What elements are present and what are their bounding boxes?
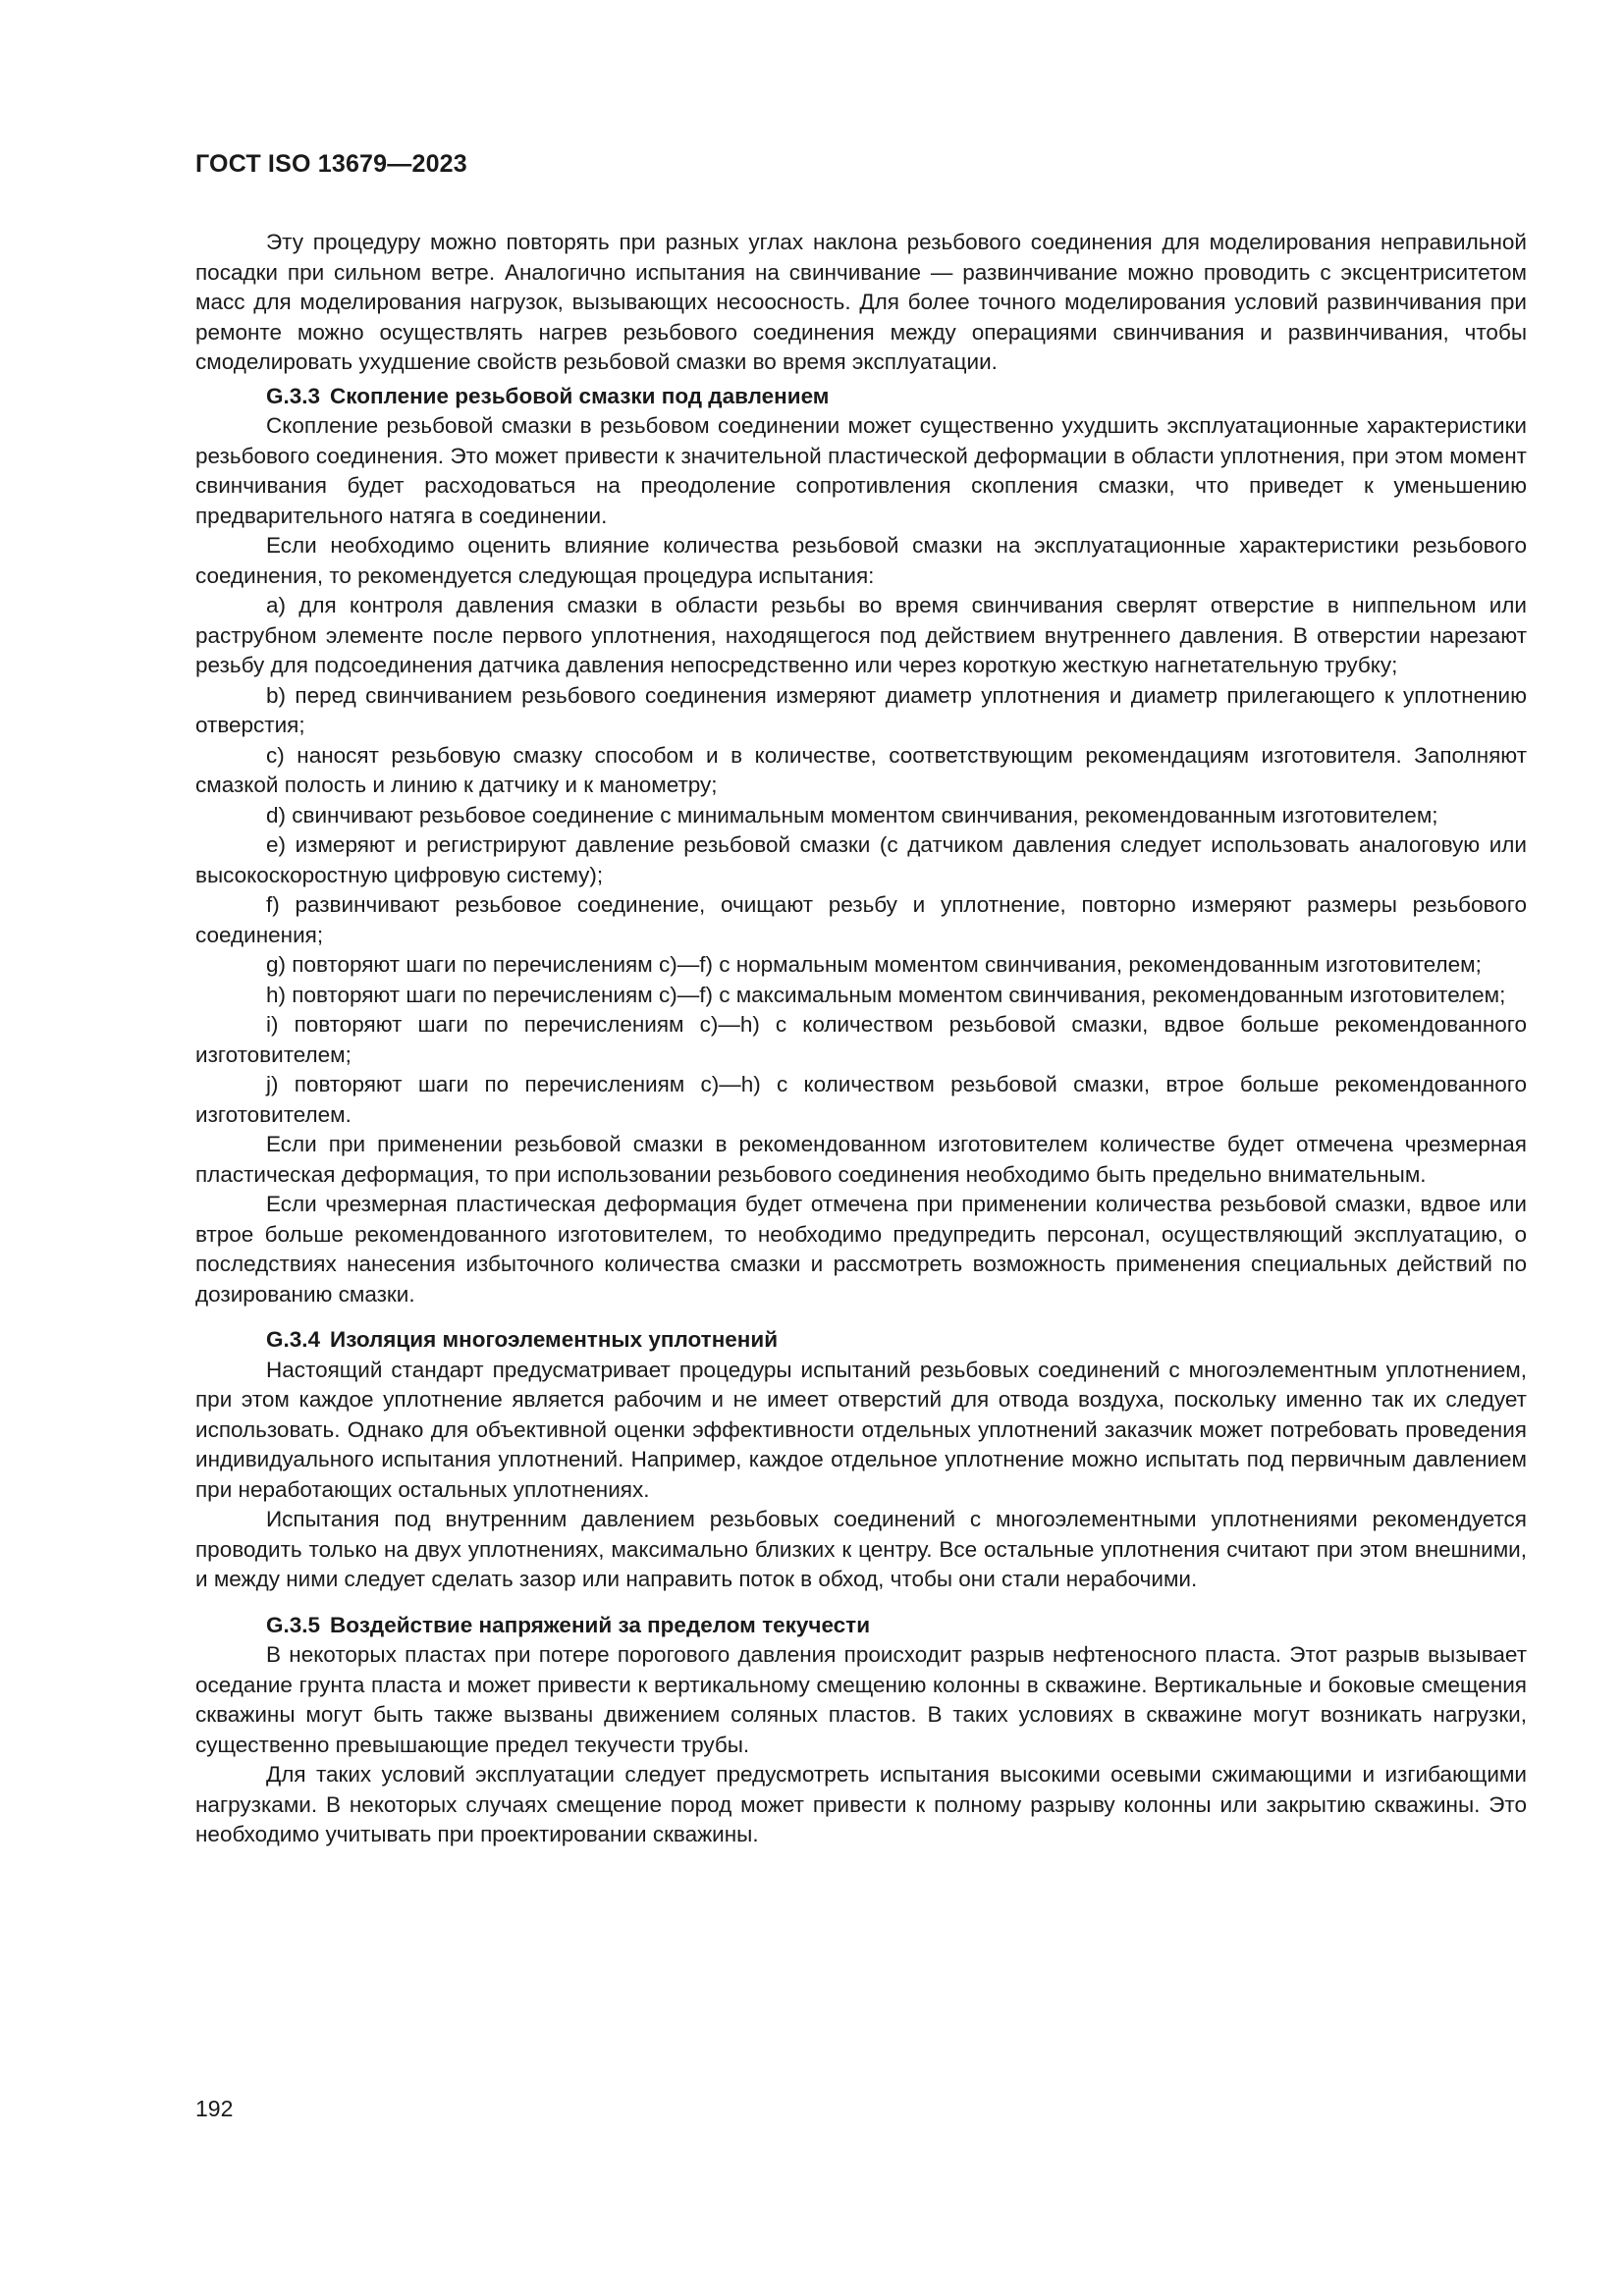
paragraph: Настоящий стандарт предусматривает процедуры испытаний резьбовых соединений с многоэлементным уплотнением, при этом каждое уплотнение является рабочим и не имеет отверстий для отвода воздуха, поскольку именно так их следует использовать. Однако для объективной оценки эффективности отдельных уплотнений заказчик может потребовать проведения индивидуального испытания уплотнений. Например, каждое отдельное уплотнение можно испытать под первичным давлением при неработающих остальных уплотнениях. — [195, 1357, 1527, 1502]
paragraph: Эту процедуру можно повторять при разных углах наклона резьбового соединения для моделирования неправильной посадки при сильном ветре. Аналогично испытания на свинчивание — развинчивание можно проводить с эксцентриситетом масс для моделирования нагрузок, вызывающих несоосность. Для более точного моделирования условий развинчивания при ремонте можно осуществлять нагрев резьбового соединения между операциями свинчивания и развинчивания, чтобы смоделировать ухудшение свойств резьбовой смазки во время эксплуатации. — [195, 230, 1527, 374]
section-title: Изоляция многоэлементных уплотнений — [330, 1327, 779, 1352]
list-item-j: j) повторяют шаги по перечислениям c)—h) с количеством резьбовой смазки, втрое больше рекомендованного изготовителем. — [195, 1072, 1527, 1127]
list-item-e: e) измеряют и регистрируют давление резьбовой смазки (с датчиком давления следует использовать аналоговую или высокоскоростную цифровую систему); — [195, 832, 1527, 887]
paragraph: Испытания под внутренним давлением резьбовых соединений с многоэлементными уплотнениями рекомендуется проводить только на двух уплотнениях, максимально близких к центру. Все остальные уплотнения считают при этом внешними, и между ними следует сделать зазор или направить поток в обход, чтобы они стали нерабочими. — [195, 1507, 1527, 1591]
page-number: 192 — [195, 2096, 234, 2121]
list-item-g: g) повторяют шаги по перечислениям c)—f) с нормальным моментом свинчивания, рекомендованным изготовителем; — [266, 952, 1482, 977]
section-heading-g34 — [195, 1325, 1527, 1356]
section-number: G.3.5 — [266, 1612, 321, 1637]
paragraph: Если чрезмерная пластическая деформация будет отмечена при применении количества резьбовой смазки, вдвое или втрое больше рекомендованного изготовителем, то необходимо предупредить персонал, осуществляющий эксплуатацию, о последствиях нанесения избыточного количества смазки и рассмотреть возможность применения специальных действий по дозированию смазки. — [195, 1192, 1527, 1307]
list-item-a: a) для контроля давления смазки в области резьбы во время свинчивания сверлят отверстие в ниппельном или раструбном элементе после первого уплотнения, находящегося под действием внутреннего давления. В отверстии нарезают резьбу для подсоединения датчика давления непосредственно или через короткую жесткую нагнетательную трубку; — [195, 593, 1527, 677]
paragraph: Если при применении резьбовой смазки в рекомендованном изготовителем количестве будет отмечена чрезмерная пластическая деформация, то при использовании резьбового соединения необходимо быть предельно внимательным. — [195, 1132, 1527, 1187]
paragraph: Для таких условий эксплуатации следует предусмотреть испытания высокими осевыми сжимающими и изгибающими нагрузками. В некоторых случаях смещение пород может привести к полному разрыву колонны или закрытию скважины. Это необходимо учитывать при проектировании скважины. — [195, 1762, 1527, 1846]
paragraph: В некоторых пластах при потере порогового давления происходит разрыв нефтеносного пласта. Этот разрыв вызывает оседание грунта пласта и может привести к вертикальному смещению колонны в скважине. Вертикальные и боковые смещения скважины могут быть также вызваны движением соляных пластов. В таких условиях в скважине могут возникать нагрузки, существенно превышающие предел текучести трубы. — [195, 1642, 1527, 1757]
list-item-c: c) наносят резьбовую смазку способом и в количестве, соответствующим рекомендациям изготовителя. Заполняют смазкой полость и линию к датчику и к манометру; — [195, 742, 1527, 797]
list-item-f: f) развинчивают резьбовое соединение, очищают резьбу и уплотнение, повторно измеряют размеры резьбового соединения; — [195, 892, 1527, 947]
list-item-d: d) свинчивают резьбовое соединение с минимальным моментом свинчивания, рекомендованным изготовителем; — [266, 802, 1438, 828]
document-page — [195, 147, 1527, 1850]
paragraph: Если необходимо оценить влияние количества резьбовой смазки на эксплуатационные характеристики резьбового соединения, то рекомендуется следующая процедура испытания: — [195, 533, 1527, 588]
list-item-h: h) повторяют шаги по перечислениям c)—f) с максимальным моментом свинчивания, рекомендованным изготовителем; — [266, 982, 1506, 1007]
section-number: G.3.3 — [266, 383, 321, 408]
list-item-b: b) перед свинчиванием резьбового соединения измеряют диаметр уплотнения и диаметр прилегающего к уплотнению отверстия; — [195, 682, 1527, 737]
document-code: ГОСТ ISO 13679—2023 — [195, 150, 467, 178]
section-title: Воздействие напряжений за пределом текучести — [330, 1612, 871, 1637]
section-number: G.3.4 — [266, 1327, 321, 1352]
section-heading-g33 — [195, 382, 1527, 412]
section-title: Скопление резьбовой смазки под давлением — [330, 383, 830, 408]
section-heading-g35 — [195, 1611, 1527, 1641]
document-body — [195, 228, 1527, 1850]
list-item-i: i) повторяют шаги по перечислениям c)—h) с количеством резьбовой смазки, вдвое больше рекомендованного изготовителем; — [195, 1012, 1527, 1067]
paragraph: Скопление резьбовой смазки в резьбовом соединении может существенно ухудшить эксплуатационные характеристики резьбового соединения. Это может привести к значительной пластической деформации в области уплотнения, при этом момент свинчивания будет расходоваться на преодоление сопротивления скопления смазки, что приведет к уменьшению предварительного натяга в соединении. — [195, 413, 1527, 528]
